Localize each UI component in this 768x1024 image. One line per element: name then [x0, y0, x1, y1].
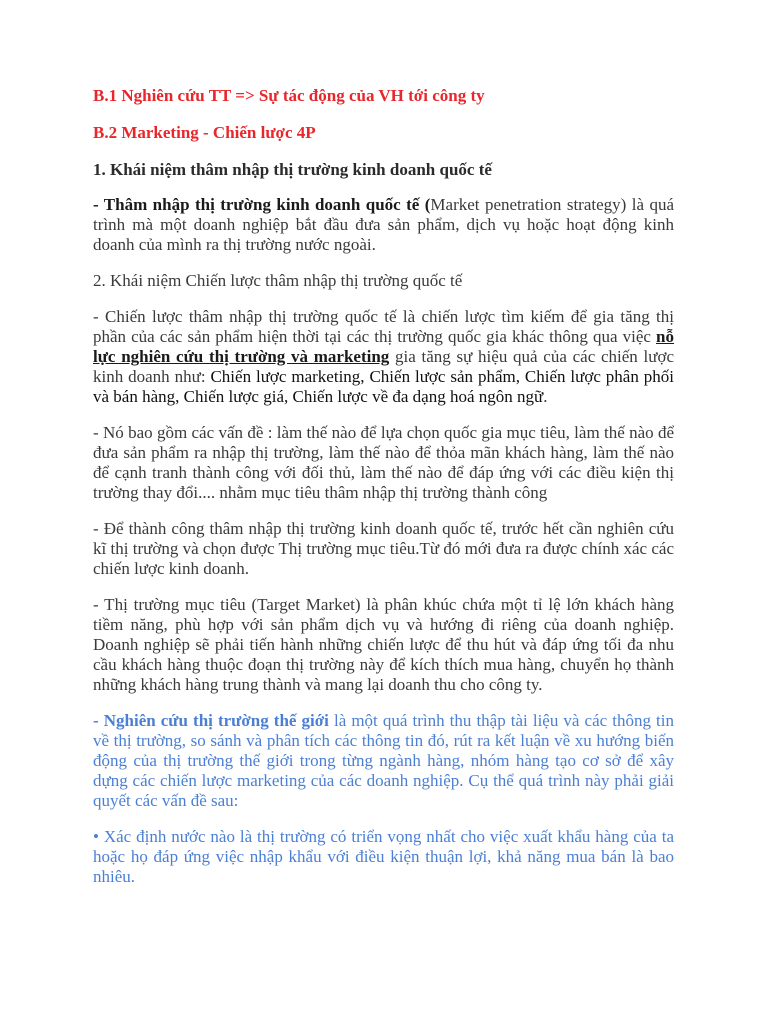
- paragraph-strategy-mid: gia tăng sự hiệu quả của các chiến lược kinh doanh như:: [93, 347, 674, 386]
- paragraph-strategy: [93, 307, 674, 407]
- document-page: [93, 86, 674, 903]
- paragraph-definition: [93, 195, 674, 255]
- paragraph-success: - Để thành công thâm nhập thị trường kinh doanh quốc tế, trước hết cần nghiên cứu kĩ thị trường và chọn được Thị trường mục tiêu.Từ đó mới đưa ra được chính xác các chiến lược kinh doanh.: [93, 519, 674, 578]
- paragraph-world-research: [93, 711, 674, 811]
- paragraph-strategy-end: .: [543, 387, 548, 406]
- paragraph-definition-text: Market penetration strategy) là quá trình mà một doanh nghiệp bắt đầu đưa sản phẩm, dịch vụ hoặc hoạt động kinh doanh của mình ra thị trường nước ngoài.: [93, 195, 674, 254]
- paragraph-issues: - Nó bao gồm các vấn đề : làm thế nào để lựa chọn quốc gia mục tiêu, làm thế nào để đưa sản phẩm ra nhập thị trường, làm thế nào để thỏa mãn khách hàng, làm thế nào để cạnh tranh thành công với đối thủ, làm thế nào để đáp ứng với các điều kiện thị trường thay đổi.... nhằm mục tiêu thâm nhập thị trường thành công: [93, 423, 674, 502]
- section2-title: 2. Khái niệm Chiến lược thâm nhập thị trường quốc tế: [93, 271, 463, 290]
- section1-title: 1. Khái niệm thâm nhập thị trường kinh doanh quốc tế: [93, 160, 492, 179]
- paragraph-world-research-text: là một quá trình thu thập tài liệu và các thông tin về thị trường, so sánh và phân tích các thông tin đó, rút ra kết luận về xu hướng biến động của thị trường thế giới trong từng ngành hàng, nhóm hàng tạo cơ sở để xây dựng các chiến lược marketing của các doanh nghiệp. Cụ thể quá trình này phải giải quyết các vấn đề sau:: [93, 711, 674, 810]
- paragraph-definition-bold: - Thâm nhập thị trường kinh doanh quốc tế (: [93, 195, 431, 214]
- paragraph-world-research-bold: - Nghiên cứu thị trường thế giới: [93, 711, 329, 730]
- strategy-list: Chiến lược marketing, Chiến lược sản phẩm, Chiến lược phân phối và bán hàng, Chiến lược giá, Chiến lược về đa dạng hoá ngôn ngữ: [93, 367, 674, 406]
- bullet-item: • Xác định nước nào là thị trường có triển vọng nhất cho việc xuất khẩu hàng của ta hoặc họ đáp ứng việc nhập khẩu với điều kiện thuận lợi, khả năng mua bán là bao nhiêu.: [93, 827, 674, 886]
- underlined-phrase: nỗ lực nghiên cứu thị trường và marketing: [93, 327, 674, 366]
- heading-b1: B.1 Nghiên cứu TT => Sự tác động của VH tới công ty: [93, 86, 485, 105]
- paragraph-target-market: - Thị trường mục tiêu (Target Market) là phân khúc chứa một tỉ lệ lớn khách hàng tiềm năng, phù hợp với sản phẩm dịch vụ và hướng đi riêng của doanh nghiệp. Doanh nghiệp sẽ phải tiến hành những chiến lược để thu hút và đáp ứng tối đa nhu cầu khách hàng thuộc đoạn thị trường này để kích thích mua hàng, chuyển họ thành những khách hàng trung thành và mang lại doanh thu cho công ty.: [93, 595, 674, 694]
- heading-b2: B.2 Marketing - Chiến lược 4P: [93, 123, 316, 142]
- paragraph-strategy-start: - Chiến lược thâm nhập thị trường quốc tế là chiến lược tìm kiếm để gia tăng thị phần của các sản phẩm hiện thời tại các thị trường quốc gia khác thông qua việc: [93, 307, 674, 346]
